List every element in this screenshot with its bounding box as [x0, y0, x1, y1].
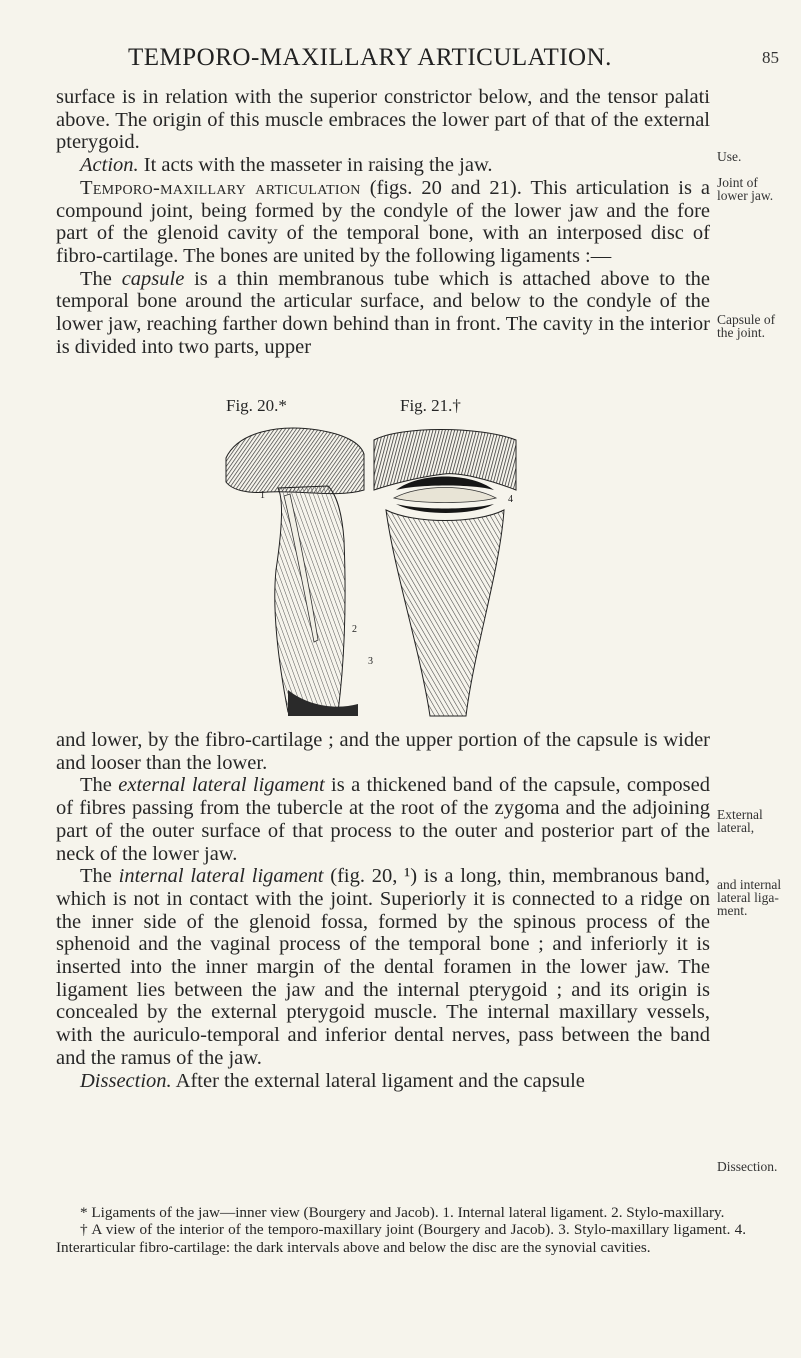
margin-note-capsule: Capsule of the joint. — [717, 312, 776, 340]
fig21-illustration — [370, 420, 520, 720]
figure-20 — [218, 420, 368, 720]
dissection-label: Dissection. — [80, 1069, 172, 1092]
dissection-text: After the external lateral ligament and the capsule — [171, 1069, 585, 1092]
action-label: Action. — [80, 154, 139, 177]
margin-note-joint: Joint of lower jaw. — [717, 175, 774, 203]
figure-21 — [370, 420, 520, 720]
fig21-label: Fig. 21.† — [400, 396, 461, 415]
capsule-text: is a thin membranous tube which is attached above to the temporal bone around the articular surface, and below to the condyle of the lower jaw, reaching farther down behind than in front. The cavity in the interior is divided into two parts, upper — [56, 267, 710, 358]
footnotes — [56, 1204, 746, 1256]
page-title: TEMPORO-MAXILLARY ARTICULATION. — [128, 44, 612, 71]
paragraph-capsule — [56, 268, 710, 359]
paragraph-articulation — [56, 177, 710, 268]
paragraph-cavity-continued: and lower, by the fibro-cartilage ; and the upper portion of the capsule is wider and looser than the lower. — [56, 729, 710, 774]
fig21-marker-3: 3 — [368, 656, 373, 667]
action-text: It acts with the masseter in raising the jaw. — [138, 154, 493, 177]
term-capsule: capsule — [121, 267, 185, 290]
articulation-text: (figs. 20 and 21). This articulation is a compound joint, being formed by the condyle of the lower jaw and the fore part of the glenoid cavity of the temporal bone, with an interposed disc of fibro-cartilage. The bones are united by the following ligaments :— — [56, 176, 711, 267]
footnote-fig21: † A view of the interior of the temporo-maxillary joint (Bourgery and Jacob). 3. Stylo-maxillary ligament. 4. Interarticular fibro-cartilage: the dark intervals above and below the disc are the synovial cavities. — [56, 1221, 746, 1256]
page-number: 85 — [762, 48, 779, 67]
margin-note-external-lateral: External lateral, — [717, 807, 763, 835]
fig21-marker-4: 4 — [508, 494, 513, 505]
fig20-marker-1: 1 — [260, 490, 265, 501]
section-heading: Temporo-maxillary articulation — [80, 176, 361, 199]
capsule-lead: The — [80, 267, 122, 290]
paragraph-internal-ligament — [56, 865, 710, 1069]
ext-lead: The — [80, 774, 119, 797]
margin-note-dissection: Dissection. — [717, 1159, 778, 1174]
int-lead: The — [80, 865, 119, 888]
paragraph-external-ligament — [56, 774, 710, 865]
text-block-lower — [56, 729, 710, 1092]
fig20-label: Fig. 20.* — [226, 396, 287, 415]
footnote-fig20: * Ligaments of the jaw—inner view (Bourgery and Jacob). 1. Internal lateral ligament. 2. Stylo-maxillary. — [80, 1204, 725, 1221]
paragraph-pterygoid — [56, 86, 710, 177]
margin-note-internal-lateral: and internal lateral liga- ment. — [717, 877, 782, 918]
term-external-lateral-ligament: external lateral ligament — [118, 774, 325, 797]
int-text: (fig. 20, ¹) is a long, thin, membranous band, which is not in contact with the joint. Superiorly it is connected to a ridge on the inner side of the glenoid fossa, formed by the spinous process of the sphenoid and the vaginal process of the temporal bone ; and inferiorly it is inserted into the inner margin of the dental foramen in the lower jaw. The ligament lies between the jaw and the internal pterygoid ; and its origin is concealed by the external pterygoid muscle. The internal maxillary vessels, with the auriculo-temporal and inferior dental nerves, pass between the band and the ramus of the jaw. — [56, 865, 710, 1069]
fig20-marker-2: 2 — [352, 624, 357, 635]
ext-text: is a thickened band of the capsule, composed of fibres passing from the tubercle at the root of the zygoma and the adjoining part of the outer surface of that process to the outer and posterior part of the neck of the lower jaw. — [56, 774, 710, 865]
paragraph-dissection — [56, 1070, 710, 1093]
para1-text: surface is in relation with the superior constrictor below, and the tensor palati above. The origin of this muscle embraces the lower part of that of the external pterygoid. — [56, 86, 710, 154]
text-block-upper — [56, 86, 710, 358]
margin-note-use: Use. — [717, 149, 742, 164]
term-internal-lateral-ligament: internal lateral ligament — [118, 865, 324, 888]
fig20-illustration — [218, 420, 368, 720]
